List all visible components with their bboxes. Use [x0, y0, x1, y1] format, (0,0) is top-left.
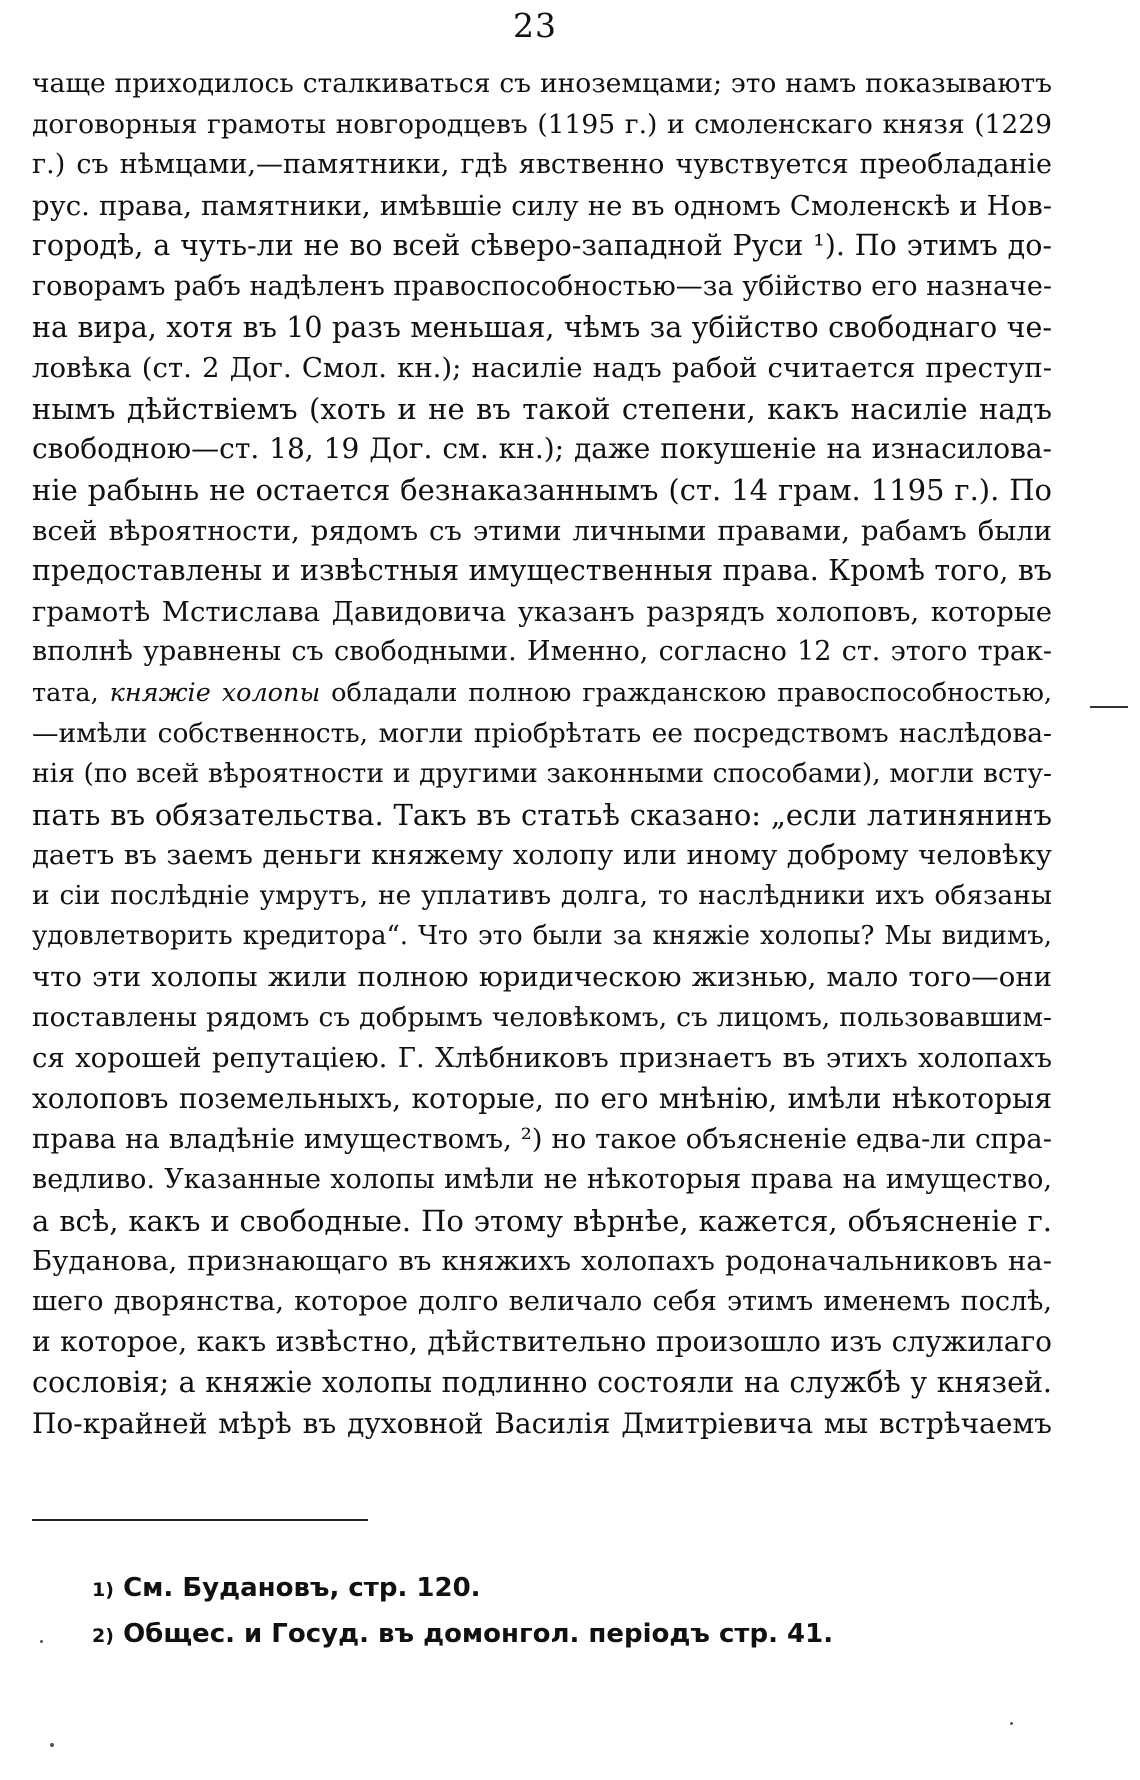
text-line: договорныя грамоты новгородцевъ (1195 г.) и смоленскаго князя (1229 [32, 108, 1052, 140]
text-line: шего дворянства, которое долго величало себя этимъ именемъ послѣ, [32, 1285, 1052, 1317]
print-speck [50, 1743, 54, 1747]
italic-term: княжiе холопы [109, 677, 321, 708]
text-line: ведливо. Указанные холопы имѣли не нѣкоторыя права на имущество, [32, 1164, 1052, 1196]
text-line: предоставлены и извѣстныя имущественныя права. Кромѣ того, въ [32, 554, 1052, 588]
footnote-divider [32, 1519, 368, 1521]
body-text [32, 64, 1052, 1444]
text-line: удовлетворить кредитора“. Что это были за княжiе холопы? Мы видимъ, [32, 921, 1052, 952]
footnotes [92, 1565, 992, 1657]
footnote-mark: 1) [92, 1579, 114, 1601]
text-line: и сiи послѣднiе умрутъ, не уплативъ долга, то наслѣдники ихъ обязаны [32, 879, 1052, 911]
print-speck [1010, 1722, 1013, 1725]
text-line: —имѣли собственность, могли прiобрѣтать ее посредствомъ наслѣдова- [32, 717, 1052, 749]
text-line: рус. права, памятники, имѣвшiе силу не въ одномъ Смоленскѣ и Нов- [32, 189, 1052, 222]
footnote-text: Общес. и Госуд. въ домонгол. перiодъ стр. 41. [123, 1619, 834, 1649]
text-line: чаще приходилось сталкиваться съ иноземцами; это намъ показываютъ [32, 68, 1052, 99]
text-line: ловѣка (ст. 2 Дог. Смол. кн.); насилiе надъ рабой считается преступ- [32, 352, 1052, 385]
text-line: По-крайней мѣрѣ въ духовной Василiя Дмитрiевича мы встрѣчаемъ [32, 1406, 1052, 1440]
text-line: грамотѣ Мстислава Давидовича указанъ разрядъ холоповъ, которые [32, 595, 1052, 628]
text-line: нымъ дѣйствiемъ (хоть и не въ такой степени, какъ насилiе надъ [32, 391, 1052, 426]
text-line: что эти холопы жили полною юридическою жизнью, мало того—они [32, 961, 1052, 994]
page-number: 23 [513, 6, 557, 45]
text-line: говорамъ рабъ надѣленъ правоспособностью—за убiйство его назначе- [32, 270, 1052, 302]
text-line: права на владѣнiе имуществомъ, ²) но такое объясненiе едва-ли спра- [32, 1123, 1052, 1156]
margin-mark [1090, 706, 1128, 708]
footnote-mark: 2) [92, 1625, 114, 1647]
text-line: всей вѣроятности, рядомъ съ этими личными правами, рабамъ были [32, 514, 1052, 547]
footnote [92, 1611, 992, 1657]
footnote-text: См. Будановъ, стр. 120. [123, 1573, 481, 1603]
text-line: холоповъ поземельныхъ, которые, по его мнѣнiю, имѣли нѣкоторыя [32, 1081, 1052, 1115]
text-line: на вира, хотя въ 10 разъ меньшая, чѣмъ за убiйство свободнаго че- [32, 310, 1052, 344]
text-line: ся хорошей репутацiею. Г. Хлѣбниковъ признаетъ въ этихъ холопахъ [32, 1042, 1052, 1075]
text-line: поставлены рядомъ съ добрымъ человѣкомъ, съ лицомъ, пользовавшим- [32, 1001, 1052, 1033]
text-line: нiе рабынь не остается безнаказаннымъ (ст. 14 грам. 1195 г.). По [32, 472, 1052, 507]
text-line: Буданова, признающаго въ княжихъ холопахъ родоначальниковъ на- [32, 1245, 1052, 1278]
text-line: а всѣ, какъ и свободные. По этому вѣрнѣе, кажется, объясненiе г. [32, 1203, 1052, 1238]
text-line: сословiя; а княжiе холопы подлинно состояли на службѣ у князей. [32, 1366, 1052, 1399]
text-line: г.) съ нѣмцами,—памятники, гдѣ явственно чувствуется преобладанiе [32, 149, 1052, 181]
text-line: городѣ, а чуть-ли не во всей сѣверо-западной Руси ¹). По этимъ до- [32, 229, 1052, 263]
text-line: свободною—ст. 18, 19 Дог. см. кн.); даже покушенiе на изнасилова- [32, 432, 1052, 466]
text-line: вполнѣ уравнены съ свободными. Именно, согласно 12 ст. этого трак- [32, 636, 1052, 668]
print-speck [40, 1640, 43, 1643]
text-line: нiя (по всей вѣроятности и другими законными способами), могли всту- [32, 758, 1052, 790]
footnote [92, 1565, 992, 1611]
text-line: тата, княжiе холопы обладали полною гражданскою правоспособностью, [32, 677, 1052, 708]
text-line: и которое, какъ извѣстно, дѣйствительно произошло изъ служилаго [32, 1325, 1052, 1359]
text-line: пать въ обязательства. Такъ въ статьѣ сказано: „если латинянинъ [32, 797, 1052, 832]
text-line: даетъ въ заемъ деньги княжему холопу или иному доброму человѣку [32, 839, 1052, 872]
